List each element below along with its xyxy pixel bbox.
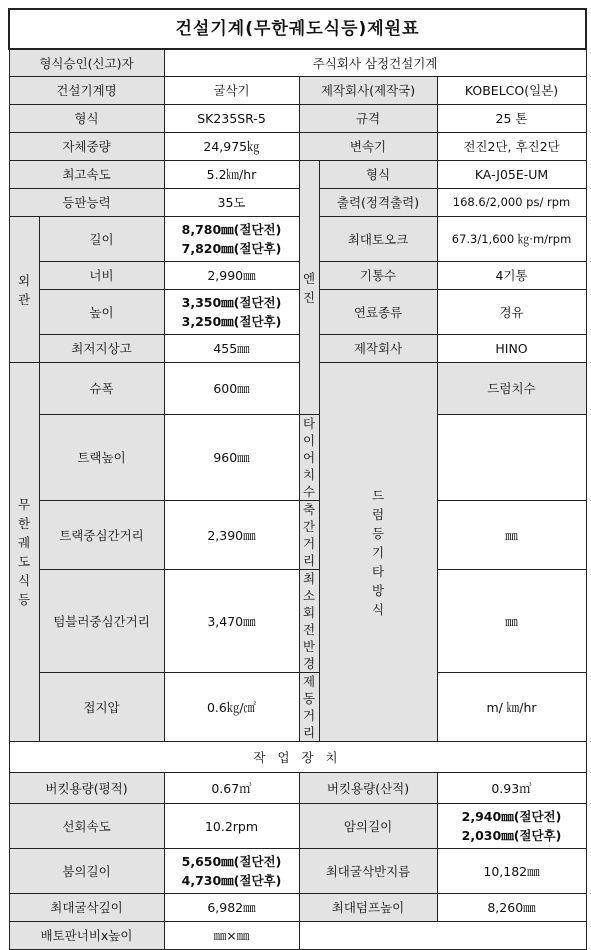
track-group-char: 궤 xyxy=(17,535,31,550)
shoe-label: 슈폭 xyxy=(39,363,164,415)
approval-value: 주식회사 삼정건설기계 xyxy=(164,49,586,77)
work-equipment-header: 작 업 장 치 xyxy=(9,742,586,773)
boom-before-cut: 5,650㎜(절단전) xyxy=(181,854,282,869)
bucket-level-label: 버킷용량(평적) xyxy=(9,773,164,804)
weight-label: 자체중량 xyxy=(9,133,164,161)
width-value: 2,990㎜ xyxy=(164,262,299,290)
drum-group-char: 등 xyxy=(371,525,385,541)
model-value: SK235SR-5 xyxy=(164,105,299,133)
height-value xyxy=(164,290,299,335)
swing-speed-label: 선회속도 xyxy=(9,804,164,849)
arm-after-cut: 2,030㎜(절단후) xyxy=(461,828,562,843)
drum-group-label xyxy=(319,363,437,742)
turning-radius-label: 최소회전반경 xyxy=(299,570,319,673)
engine-maker-label: 제작회사 xyxy=(319,335,437,363)
machine-name-value: 굴삭기 xyxy=(164,77,299,105)
tumbler-center-label: 텀블러중심간거리 xyxy=(39,570,164,673)
axle-distance-label: 축간거리 xyxy=(299,501,319,570)
clearance-value: 455㎜ xyxy=(164,335,299,363)
engine-maker-value: HINO xyxy=(437,335,586,363)
length-after-cut: 7,820㎜(절단후) xyxy=(181,241,282,256)
drum-group-char: 드 xyxy=(371,487,385,503)
tire-size-label: 타이어치수 xyxy=(299,415,319,501)
spec-label: 규격 xyxy=(299,105,437,133)
track-group-char: 식 xyxy=(17,573,31,588)
length-value xyxy=(164,217,299,262)
engine-group-label xyxy=(299,161,319,415)
axle-distance-value: ㎜ xyxy=(437,501,586,570)
cylinders-label: 기통수 xyxy=(319,262,437,290)
ground-pressure-label: 접지압 xyxy=(39,673,164,742)
shoe-value: 600㎜ xyxy=(164,363,299,415)
bucket-heaped-label: 버킷용량(산적) xyxy=(299,773,437,804)
track-group-char: 무 xyxy=(17,497,31,512)
fuel-value: 경유 xyxy=(437,290,586,335)
track-group-char: 등 xyxy=(17,592,31,607)
approval-label: 형식승인(신고)자 xyxy=(9,49,164,77)
drum-group-char: 럼 xyxy=(371,506,385,522)
track-height-label: 트랙높이 xyxy=(39,415,164,501)
track-center-label: 트랙중심간거리 xyxy=(39,501,164,570)
braking-distance-value: m/ ㎞/hr xyxy=(437,673,586,742)
torque-value: 67.3/1,600 ㎏·m/rpm xyxy=(437,217,586,262)
track-group-char: 한 xyxy=(17,516,31,531)
engine-group-char: 진 xyxy=(302,289,316,305)
max-dig-depth-value: 6,982㎜ xyxy=(164,894,299,922)
max-reach-value: 10,182㎜ xyxy=(437,849,586,894)
track-height-value: 960㎜ xyxy=(164,415,299,501)
max-dig-depth-label: 최대굴삭깊이 xyxy=(9,894,164,922)
maker-label: 제작회사(제작국) xyxy=(299,77,437,105)
spec-value: 25 톤 xyxy=(437,105,586,133)
sheet-title: 건설기계(무한궤도식등)제원표 xyxy=(9,9,586,49)
engine-model-value: KA-J05E-UM xyxy=(437,161,586,189)
height-after-cut: 3,250㎜(절단후) xyxy=(181,314,282,329)
machine-name-label: 건설기계명 xyxy=(9,77,164,105)
width-label: 너비 xyxy=(39,262,164,290)
height-before-cut: 3,350㎜(절단전) xyxy=(181,295,282,310)
blade-size-label: 배토판너비x높이 xyxy=(9,922,164,950)
maker-value: KOBELCO(일본) xyxy=(437,77,586,105)
transmission-label: 변속기 xyxy=(299,133,437,161)
outer-group-char: 관 xyxy=(17,291,31,307)
transmission-value: 전진2단, 후진2단 xyxy=(437,133,586,161)
top-speed-label: 최고속도 xyxy=(9,161,164,189)
drum-size-label: 드럼치수 xyxy=(437,363,586,415)
engine-model-label: 형식 xyxy=(319,161,437,189)
ground-pressure-value: 0.6㎏/㎠ xyxy=(164,673,299,742)
climb-label: 등판능력 xyxy=(9,189,164,217)
top-speed-value: 5.2㎞/hr xyxy=(164,161,299,189)
drum-group-char: 방 xyxy=(371,582,385,598)
boom-length-label: 붐의길이 xyxy=(9,849,164,894)
weight-value: 24,975㎏ xyxy=(164,133,299,161)
arm-length-value xyxy=(437,804,586,849)
bucket-heaped-value: 0.93㎥ xyxy=(437,773,586,804)
bucket-level-value: 0.67㎥ xyxy=(164,773,299,804)
torque-label: 최대토오크 xyxy=(319,217,437,262)
model-label: 형식 xyxy=(9,105,164,133)
arm-length-label: 암의길이 xyxy=(299,804,437,849)
track-group-label xyxy=(9,363,39,742)
fuel-label: 연료종류 xyxy=(319,290,437,335)
blade-size-value: ㎜×㎜ xyxy=(164,922,299,950)
max-dump-height-value: 8,260㎜ xyxy=(437,894,586,922)
arm-before-cut: 2,940㎜(절단전) xyxy=(461,809,562,824)
drum-group-char: 기 xyxy=(371,544,385,560)
drum-group-char: 식 xyxy=(371,601,385,617)
braking-distance-label: 제동거리 xyxy=(299,673,319,742)
turning-radius-value: ㎜ xyxy=(437,570,586,673)
outer-group-char: 외 xyxy=(17,272,31,288)
drum-group-char: 타 xyxy=(371,563,385,579)
max-dump-height-label: 최대덤프높이 xyxy=(299,894,437,922)
blank-cell xyxy=(299,922,586,950)
tumbler-center-value: 3,470㎜ xyxy=(164,570,299,673)
spec-sheet xyxy=(8,8,585,943)
outer-group-label xyxy=(9,217,39,363)
tire-size-value xyxy=(437,415,586,501)
track-center-value: 2,390㎜ xyxy=(164,501,299,570)
length-label: 길이 xyxy=(39,217,164,262)
boom-length-value xyxy=(164,849,299,894)
max-reach-label: 최대굴삭반지름 xyxy=(299,849,437,894)
boom-after-cut: 4,730㎜(절단후) xyxy=(181,873,282,888)
height-label: 높이 xyxy=(39,290,164,335)
power-value: 168.6/2,000 ps/ rpm xyxy=(437,189,586,217)
clearance-label: 최저지상고 xyxy=(39,335,164,363)
spec-table xyxy=(8,8,587,950)
track-group-char: 도 xyxy=(17,554,31,569)
length-before-cut: 8,780㎜(절단전) xyxy=(181,222,282,237)
climb-value: 35도 xyxy=(164,189,299,217)
swing-speed-value: 10.2rpm xyxy=(164,804,299,849)
power-label: 출력(정격출력) xyxy=(319,189,437,217)
engine-group-char: 엔 xyxy=(302,270,316,286)
cylinders-value: 4기통 xyxy=(437,262,586,290)
